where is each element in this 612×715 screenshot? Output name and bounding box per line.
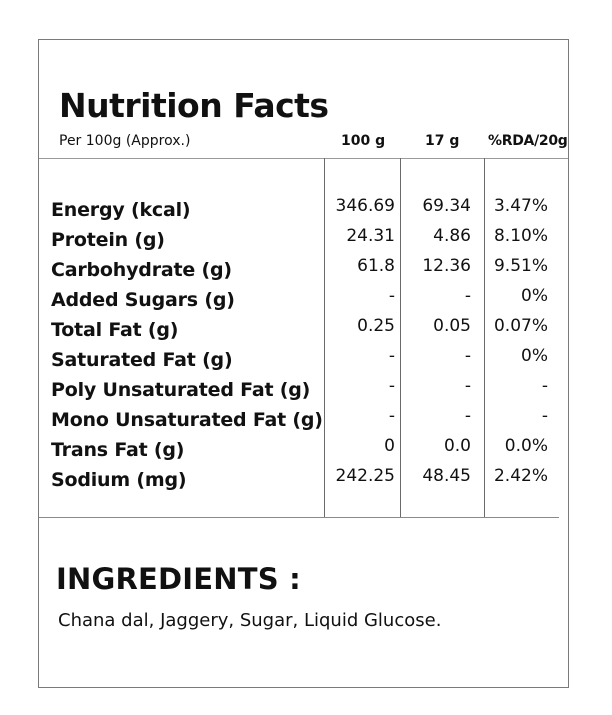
value-100g: 61.8: [357, 256, 395, 276]
value-100g: 0: [384, 436, 395, 456]
column-header-17g: 17 g: [425, 133, 460, 149]
value-17g: 12.36: [422, 256, 471, 276]
row-label: Poly Unsaturated Fat (g): [51, 379, 311, 401]
row-label: Saturated Fat (g): [51, 349, 233, 371]
value-100g: 346.69: [335, 196, 395, 216]
value-100g: -: [388, 346, 395, 366]
table-row-energy: [39, 196, 568, 226]
nutrition-title: Nutrition Facts: [59, 86, 329, 125]
value-17g: 0.05: [433, 316, 471, 336]
value-17g: -: [464, 406, 471, 426]
table-row-saturated-fat: [39, 346, 568, 376]
value-rda: 2.42%: [493, 466, 548, 486]
table-row-protein: [39, 226, 568, 256]
value-17g: 48.45: [422, 466, 471, 486]
value-100g: -: [388, 376, 395, 396]
value-rda: -: [541, 406, 548, 426]
column-header-100g: 100 g: [341, 133, 386, 149]
row-label: Energy (kcal): [51, 199, 191, 221]
value-17g: 4.86: [433, 226, 471, 246]
serving-basis: Per 100g (Approx.): [59, 133, 191, 149]
value-17g: 0.0: [443, 436, 471, 456]
table-row-poly-unsaturated-fat: [39, 376, 568, 406]
column-header-rda: %RDA/20g: [488, 133, 568, 149]
table-row-trans-fat: [39, 436, 568, 466]
row-label: Mono Unsaturated Fat (g): [51, 409, 323, 431]
row-label: Total Fat (g): [51, 319, 179, 341]
value-rda: 9.51%: [493, 256, 548, 276]
value-17g: 69.34: [422, 196, 471, 216]
value-100g: -: [388, 406, 395, 426]
value-rda: -: [541, 376, 548, 396]
value-17g: -: [464, 376, 471, 396]
value-100g: 0.25: [357, 316, 395, 336]
table-row-sodium: [39, 466, 568, 496]
value-rda: 3.47%: [493, 196, 548, 216]
value-17g: -: [464, 346, 471, 366]
table-row-added-sugars: [39, 286, 568, 316]
value-rda: 0.0%: [504, 436, 548, 456]
value-17g: -: [464, 286, 471, 306]
value-rda: 8.10%: [493, 226, 548, 246]
value-rda: 0%: [521, 286, 548, 306]
value-100g: -: [388, 286, 395, 306]
table-row-carbohydrate: [39, 256, 568, 286]
table-bottom-divider: [39, 517, 559, 518]
row-label: Added Sugars (g): [51, 289, 235, 311]
row-label: Trans Fat (g): [51, 439, 185, 461]
row-label: Sodium (mg): [51, 469, 187, 491]
value-100g: 24.31: [346, 226, 395, 246]
nutrition-label-card: [38, 39, 569, 688]
row-label: Protein (g): [51, 229, 165, 251]
value-rda: 0.07%: [493, 316, 548, 336]
table-row-mono-unsaturated-fat: [39, 406, 568, 436]
ingredients-title: INGREDIENTS :: [56, 562, 301, 596]
table-top-divider: [39, 158, 568, 159]
nutrition-table: [39, 196, 568, 496]
ingredients-list: Chana dal, Jaggery, Sugar, Liquid Glucose.: [58, 610, 442, 631]
row-label: Carbohydrate (g): [51, 259, 232, 281]
table-row-total-fat: [39, 316, 568, 346]
value-rda: 0%: [521, 346, 548, 366]
value-100g: 242.25: [335, 466, 395, 486]
